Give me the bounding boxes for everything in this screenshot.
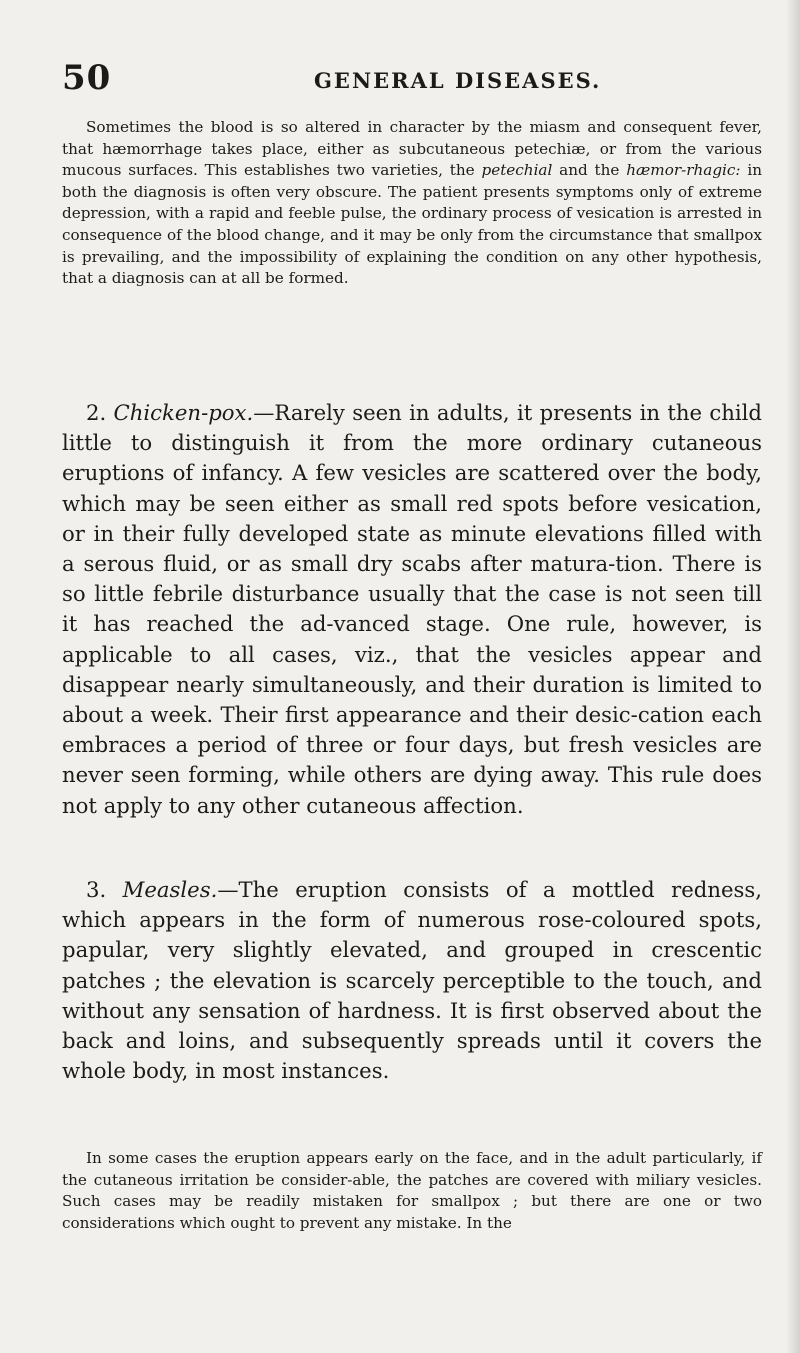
measles-note-paragraph [62,1148,762,1234]
chicken-pox-number: 2. [86,400,114,425]
page-header [62,58,762,98]
chicken-pox-paragraph [62,398,762,821]
intro-paragraph [62,117,762,290]
measles-body: —The eruption consists of a mottled redness, which appears in the form of numerous rose-coloured spots, papular, very slightly elevated, and grouped in crescentic patches ; the elevation is scarcely perceptible to the touch, and without any sensation of hardness. It is first observed about the back and loins, and subsequently spreads until it covers the whole body, in most instances. [62,877,762,1084]
chicken-pox-body: —Rarely seen in adults, it presents in the child little to distinguish it from the more ordinary cutaneous eruptions of infancy. A few vesicles are scattered over the body, which may be seen either as small red spots before vesication, or in their fully developed state as minute elevations filled with a serous fluid, or as small dry scabs after matura-tion. There is so little febrile disturbance usually that the case is not seen till it has reached the ad-vanced stage. One rule, however, is applicable to all cases, viz., that the vesicles appear and disappear nearly simultaneously, and their duration is limited to about a week. Their first appearance and their desic-cation each embraces a period of three or four days, but fresh vesicles are never seen forming, while others are dying away. This rule does not apply to any other cutaneous affection. [62,400,762,818]
measles-heading: Measles. [122,877,218,902]
measles-number: 3. [86,877,123,902]
running-head: GENERAL DISEASES. [314,68,602,93]
intro-text-part3: in both the diagnosis is often very obscure. The patient presents symptoms only of extreme depression, with a rapid and feeble pulse, the ordinary process of vesication is arrested in consequence of the blood change, and it may be only from the circumstance that smallpox is prevailing, and the impossibility of explaining the condition on any other hypothesis, that a diagnosis can at all be formed. [62,161,762,288]
page-edge-shadow [786,0,800,1353]
chicken-pox-heading: Chicken-pox. [113,400,254,425]
intro-term-petechial: petechial [481,161,553,180]
intro-term-haemorrhagic: hæmor-rhagic: [626,161,741,180]
intro-text-part2: and the [552,161,627,180]
measles-note-body: In some cases the eruption appears early on the face, and in the adult particularly, if the cutaneous irritation be consider-able, the patches are covered with miliary vesicles. Such cases may be readily mistaken for smallpox ; but there are one or two considerations which ought to prevent any mistake. In the [62,1149,762,1232]
page-number: 50 [62,58,112,98]
measles-paragraph [62,875,762,1086]
intro-text-part1: Sometimes the blood is so altered in character by the miasm and consequent fever, that hæmorrhage takes place, either as subcutaneous petechiæ, or from the various mucous surfaces. This establishes two varieties, the [62,118,762,180]
